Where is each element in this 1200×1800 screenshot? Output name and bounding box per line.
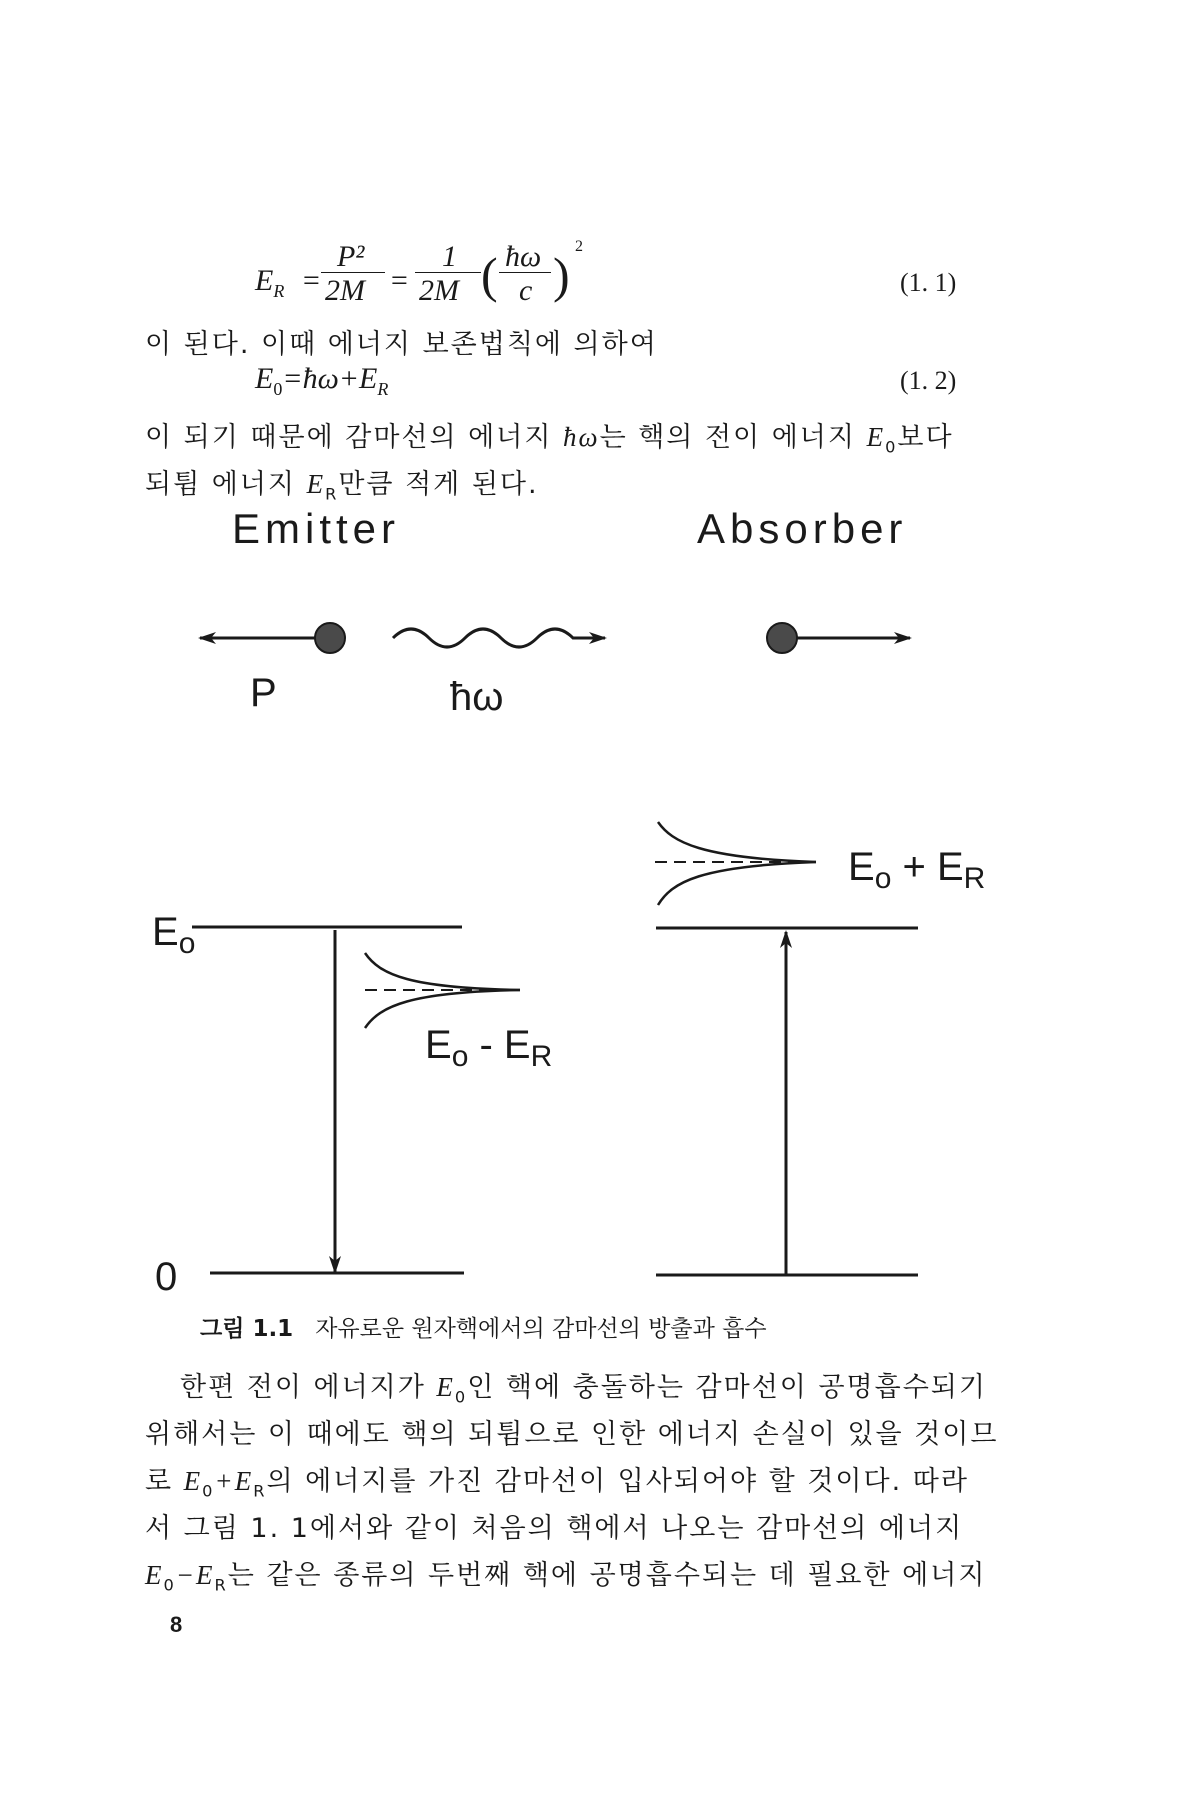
absorption-lineshape-upper — [658, 822, 816, 862]
eq1-numerator-1: P² — [337, 240, 365, 273]
p2-l1-d: 인 핵에 충돌하는 감마선이 공명흡수되기 — [467, 1372, 987, 1403]
p2-l3-subr: R — [253, 1481, 267, 1501]
eq2-lhs-sub: 0 — [273, 379, 283, 399]
p2-l5-subr: R — [214, 1575, 228, 1595]
eq1-inner-denominator: c — [519, 274, 533, 307]
eq1-numerator-2: 1 — [442, 240, 457, 273]
momentum-label: P — [250, 671, 277, 715]
p1-l2-d: 만큼 적게 된다. — [338, 469, 539, 500]
emitter-nucleus — [315, 623, 345, 653]
paragraph-2-line-2: 위해서는 이 때에도 핵의 되튐으로 인한 에너지 손실이 있을 것이므 — [145, 1419, 999, 1450]
eq2-rhs-sub: R — [377, 379, 389, 399]
emission-energy-label: $E_o - E_R$ — [425, 1023, 553, 1073]
p1-l2-e: E — [306, 469, 326, 499]
caption-text: 자유로운 원자핵에서의 감마선의 방출과 흡수 — [315, 1316, 767, 1342]
p1-l1-hw: ħω — [562, 422, 600, 452]
emitter-label: Emitter — [232, 505, 401, 552]
p2-l1-a: 한편 전이 에너지가 — [180, 1372, 437, 1403]
p1-l1-f: 보다 — [897, 422, 954, 453]
eq1-denominator-1: 2M — [325, 274, 365, 307]
eq1-denominator-2: 2M — [419, 274, 459, 307]
equation-number-1-1: (1. 1) — [900, 268, 957, 297]
eq1-left-paren: ( — [481, 247, 498, 303]
photon-wave — [393, 629, 605, 647]
eq1-inner-numerator: ħω — [505, 240, 542, 273]
p1-l2-a: 되튐 에너지 — [145, 469, 307, 500]
p2-l3-sub0: 0 — [202, 1481, 215, 1501]
p1-l1-a: 이 되기 때문에 감마선의 에너지 — [145, 422, 563, 453]
p2-l1-sub: 0 — [454, 1387, 468, 1407]
absorber-nucleus — [767, 623, 797, 653]
zero-label: 0 — [155, 1255, 178, 1299]
figure-caption — [200, 1310, 767, 1343]
equation-number-1-2: (1. 2) — [900, 366, 957, 395]
p1-l1-c: 는 핵의 전이 에너지 — [599, 422, 867, 453]
photon-label: ħω — [450, 675, 504, 719]
p2-l1-e: E — [436, 1372, 455, 1402]
absorber-label: Absorber — [697, 505, 908, 552]
eq2-rhs: =ħω+E — [282, 362, 378, 395]
p2-l3-f: 의 에너지를 가진 감마선이 입사되어야 할 것이다. 따라 — [266, 1466, 969, 1497]
eq1-right-paren: ) — [553, 247, 570, 303]
eq2-lhs: E — [255, 362, 274, 395]
p1-l1-sub: 0 — [885, 437, 898, 457]
p2-l5-minus-e: −E — [175, 1560, 215, 1590]
page-number: 8 — [170, 1612, 183, 1637]
emitter-e0-label: $E_o$ — [152, 910, 196, 960]
p2-l5-e: E — [145, 1560, 164, 1590]
p1-l1-e: E — [866, 422, 886, 452]
caption-label: 그림 1.1 — [200, 1316, 294, 1342]
p1-l2-sub: R — [325, 484, 339, 504]
absorption-energy-label: $E_o + E_R$ — [848, 845, 986, 895]
eq1-equals-2: = — [389, 264, 410, 297]
p2-l5-sub0: 0 — [163, 1575, 176, 1595]
eq1-equals-1: = — [301, 264, 322, 297]
p2-l3-e: E — [183, 1466, 203, 1496]
p2-l3-a: 로 — [145, 1466, 184, 1497]
paragraph-2-line-4: 서 그림 1. 1에서와 같이 처음의 핵에서 나오는 감마선의 에너지 — [145, 1513, 964, 1544]
paragraph-2-line-3 — [145, 1459, 969, 1500]
paragraph-2-line-5 — [145, 1553, 986, 1594]
eq1-lhs-sub: R — [273, 281, 285, 301]
text-line-after-eq1: 이 된다. 이때 에너지 보존법칙에 의하여 — [145, 329, 658, 360]
paragraph-2-line-1 — [180, 1365, 987, 1406]
p2-l5-e-text: 는 같은 종류의 두번째 핵에 공명흡수되는 데 필요한 에너지 — [227, 1560, 987, 1591]
eq1-exponent: 2 — [575, 238, 583, 255]
absorption-lineshape-lower — [658, 862, 816, 905]
eq1-lhs: E — [255, 264, 274, 297]
p2-l3-plus-e: +E — [214, 1466, 254, 1496]
emission-lineshape-upper — [365, 953, 520, 990]
